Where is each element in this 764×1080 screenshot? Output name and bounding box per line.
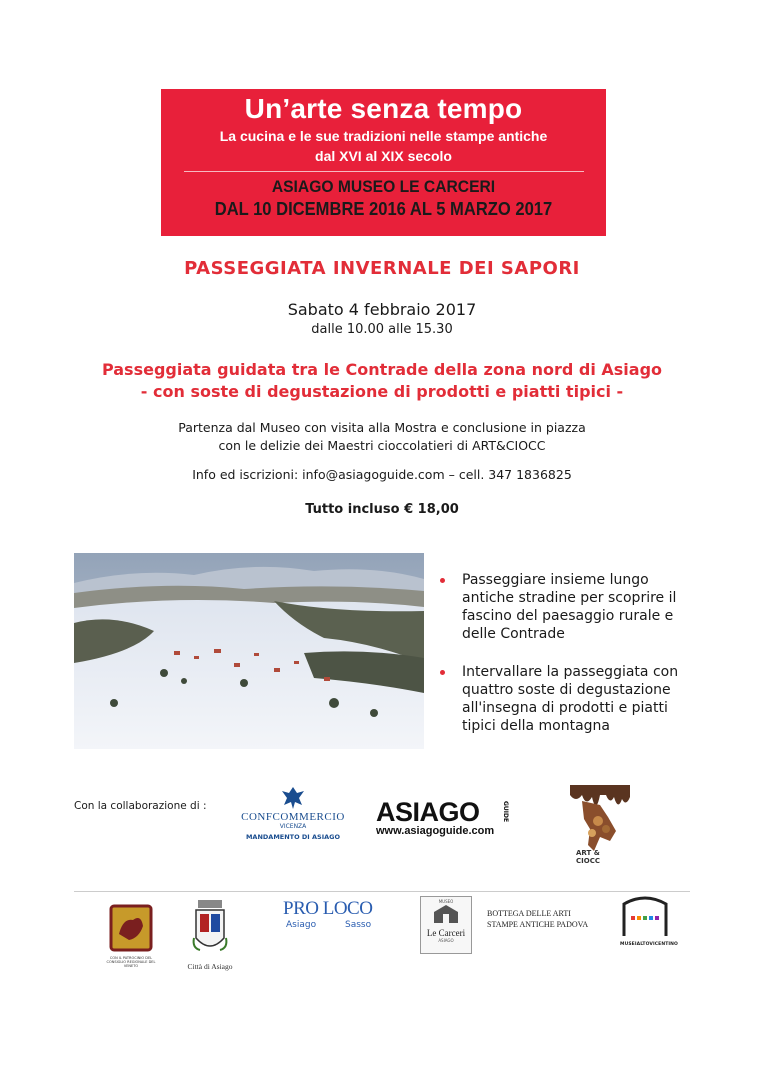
proloco-title: PRO LOCO (283, 898, 373, 919)
asiago-guide-logo (376, 797, 516, 841)
city-crest-icon (190, 898, 230, 958)
winter-landscape-photo (74, 553, 424, 749)
event-description-1: Partenza dal Museo con visita alla Mostra e conclusione in piazza (178, 420, 586, 435)
highlights-list (434, 571, 704, 755)
musei-label: MUSEIALTOVICENTINO (620, 942, 678, 947)
event-subtitle-1: Passeggiata guidata tra le Contrade della zona nord di Asiago (101, 360, 663, 379)
eagle-icon (280, 785, 306, 811)
exhibition-banner (161, 89, 606, 236)
event-title: PASSEGGIATA INVERNALE DEI SAPORI (184, 258, 580, 279)
museum-arch-icon (622, 896, 668, 938)
event-info: Info ed iscrizioni: info@asiagoguide.com – cell. 347 1836825 (192, 467, 572, 482)
confcommercio-name: CONFCOMMERCIO (241, 811, 345, 823)
event-description-2: con le delizie dei Maestri cioccolatieri di ART&CIOCC (218, 438, 546, 453)
bullet-text: Passeggiare insieme lungo antiche stradine per scoprire il fascino del paesaggio rurale e delle Contrade (462, 572, 677, 642)
bottega-line-2: STAMPE ANTICHE PADOVA (487, 920, 589, 929)
region-caption: CON IL PATROCINIO DEL CONSIGLIO REGIONALE DEL VENETO (106, 956, 156, 968)
artciocc-logo (570, 785, 630, 871)
citta-label: Città di Asiago (187, 962, 233, 971)
banner-venue: ASIAGO MUSEO LE CARCERI (271, 177, 496, 196)
event-time: dalle 10.00 alle 15.30 (311, 322, 453, 337)
banner-divider (184, 171, 584, 172)
asiago-word: ASIAGO (376, 797, 480, 827)
bottega-arti-logo (487, 908, 607, 930)
banner-dates: DAL 10 DICEMBRE 2016 AL 5 MARZO 2017 (214, 199, 553, 219)
asiago-guide-url: www.asiagoguide.com (376, 825, 495, 837)
bullet-text: Intervallare la passeggiata con quattro soste di degustazione all'insegna di prodotti e piatti tipici della montagna (462, 664, 679, 734)
museo-carceri-logo (420, 896, 472, 954)
region-veneto-logo (106, 904, 156, 970)
building-icon (433, 904, 459, 924)
bullet-icon (440, 670, 445, 675)
carceri-top: MUSEO (438, 899, 454, 904)
proloco-asiago: Asiago (286, 920, 317, 930)
banner-subtitle-1: La cucina e le sue tradizioni nelle stampe antiche (219, 128, 548, 144)
artciocc-text: ART & CIOCC (576, 849, 600, 865)
bottega-line-1: BOTTEGA DELLE ARTI (487, 909, 571, 918)
citta-asiago-logo (180, 898, 240, 976)
footer-divider (74, 891, 690, 892)
event-date: Sabato 4 febbraio 2017 (287, 300, 477, 319)
carceri-name: Le Carceri (426, 928, 466, 938)
asiago-guide-word: GUIDE (502, 801, 509, 823)
proloco-sasso: Sasso (345, 920, 372, 930)
banner-title: Un’arte senza tempo (244, 93, 523, 124)
event-subtitle-2: - con soste di degustazione di prodotti e piatti tipici - (140, 382, 624, 401)
banner-subtitle-2: dal XVI al XIX secolo (315, 148, 452, 164)
lion-shield-icon (109, 904, 153, 952)
proloco-logo (283, 898, 393, 932)
confcommercio-sub: MANDAMENTO DI ASIAGO (245, 833, 341, 841)
list-item (434, 663, 704, 735)
carceri-bottom: ASIAGO (438, 938, 454, 943)
confcommercio-city: VICENZA (279, 823, 307, 830)
list-item (434, 571, 704, 643)
confcommercio-logo (238, 785, 348, 855)
event-price: Tutto incluso € 18,00 (305, 502, 459, 517)
collaboration-label: Con la collaborazione di : (74, 800, 207, 812)
bullet-icon (440, 578, 445, 583)
musei-altovicentino-logo (620, 896, 678, 952)
